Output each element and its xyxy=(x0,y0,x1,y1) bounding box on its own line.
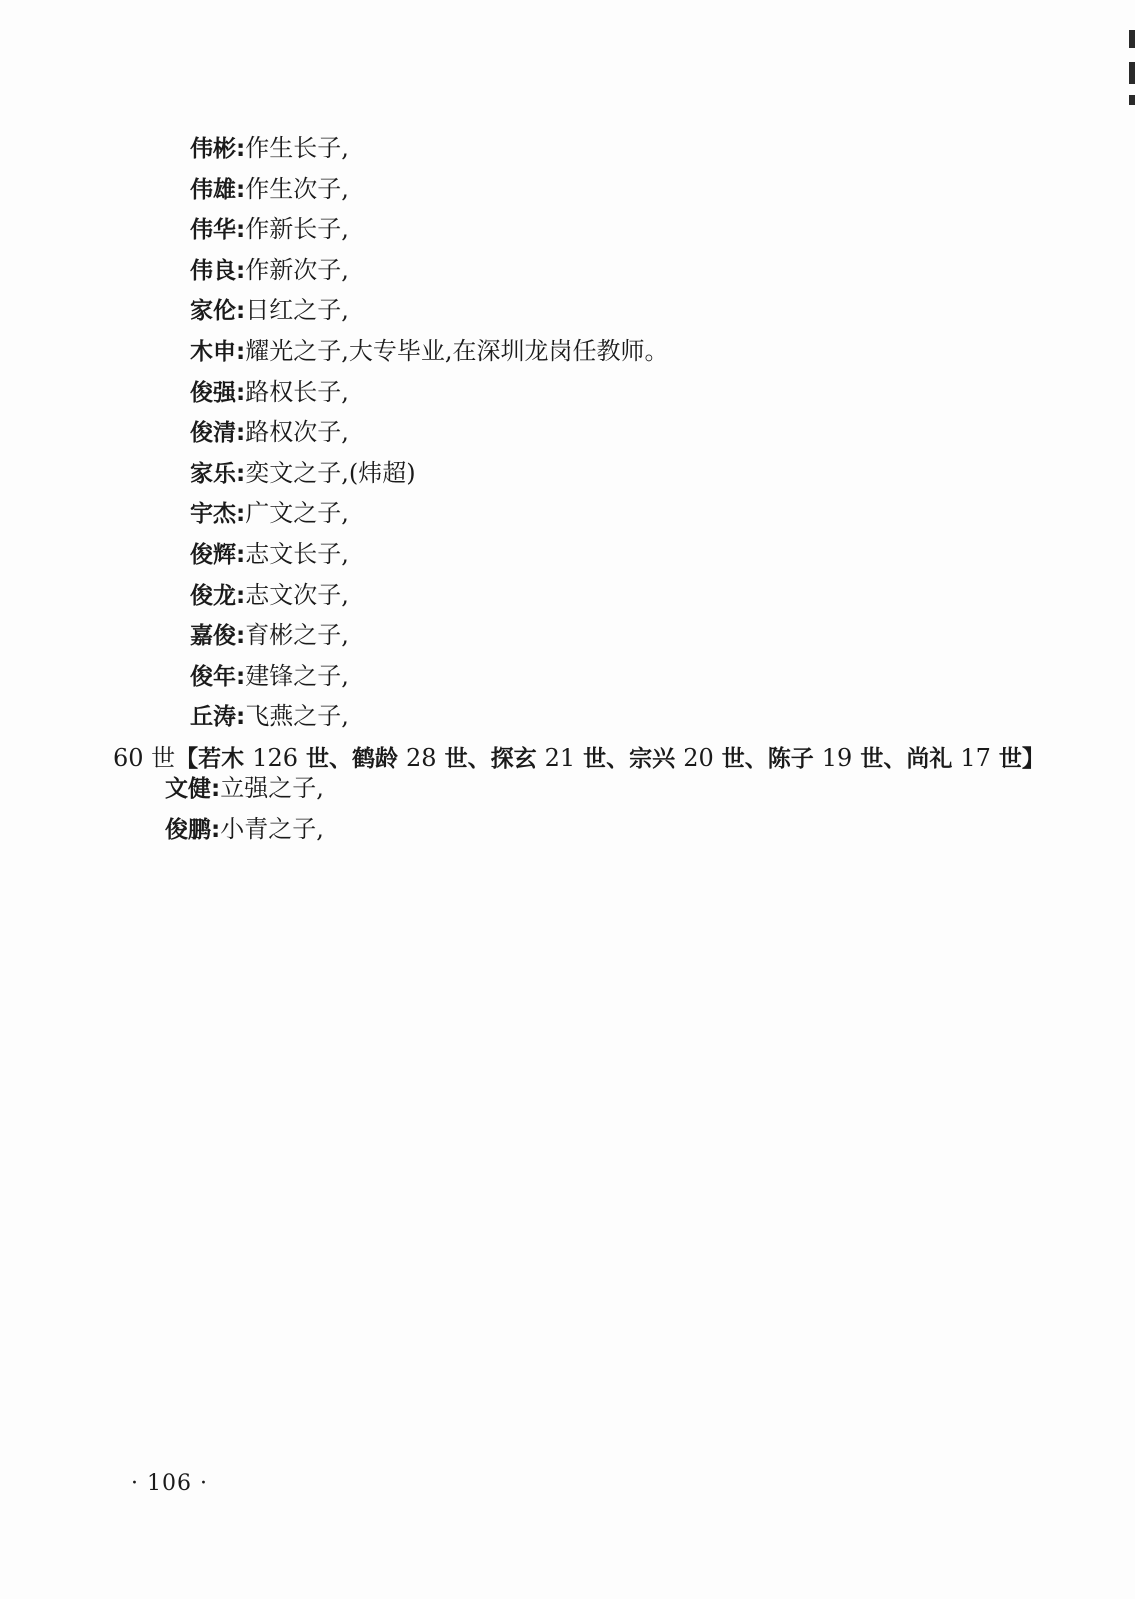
entry-separator: : xyxy=(236,379,246,406)
entry-name: 俊龙 xyxy=(190,582,236,609)
genealogy-entry xyxy=(190,250,668,291)
genealogy-entry-list xyxy=(190,128,668,737)
lineage-label: 鹤龄 xyxy=(352,746,399,772)
entry-description: 作生长子, xyxy=(245,134,349,162)
entry-separator: : xyxy=(236,298,246,325)
lineage-generation-count: 20 xyxy=(683,744,714,772)
entry-name: 俊辉 xyxy=(190,541,236,568)
lineage-generation-count: 17 xyxy=(960,744,991,772)
entry-name: 俊鹏 xyxy=(165,816,211,843)
lineage-unit: 世 xyxy=(998,746,1022,772)
entry-name: 嘉俊 xyxy=(190,623,236,650)
entry-name: 丘涛 xyxy=(190,704,236,731)
lineage-generation-count: 126 xyxy=(252,744,298,772)
genealogy-entry xyxy=(190,656,668,697)
scan-edge-mark xyxy=(1129,30,1135,48)
genealogy-entry xyxy=(190,575,668,616)
entry-description: 广文之子, xyxy=(245,499,349,528)
entry-description: 作生次子, xyxy=(245,174,349,203)
entry-description: 耀光之子,大专毕业,在深圳龙岗任教师。 xyxy=(245,336,669,365)
lineage-unit: 世、 xyxy=(444,746,491,772)
entry-description: 志文次子, xyxy=(245,580,349,609)
bracket-open: 【 xyxy=(175,746,199,772)
lineage-unit: 世、 xyxy=(583,746,630,772)
genealogy-entry xyxy=(190,615,668,656)
entry-separator: : xyxy=(236,420,246,447)
lineage-generation-count: 19 xyxy=(821,744,853,772)
genealogy-entry xyxy=(190,128,668,169)
entry-description: 日红之子, xyxy=(245,296,349,325)
entry-name: 俊清 xyxy=(190,420,236,447)
genealogy-entry xyxy=(190,169,668,210)
entry-separator: : xyxy=(236,582,246,609)
entry-separator: : xyxy=(236,541,246,568)
lineage-label: 尚礼 xyxy=(906,746,953,772)
genealogy-entry xyxy=(190,412,668,453)
genealogy-entry xyxy=(190,696,668,737)
genealogy-entry xyxy=(190,331,668,372)
entry-separator: : xyxy=(236,501,246,528)
entry-description: 作新长子, xyxy=(245,215,349,244)
entry-separator: : xyxy=(236,460,246,487)
entry-separator: : xyxy=(236,623,246,650)
lineage-label: 若木 xyxy=(198,746,245,772)
lineage-generation-count: 28 xyxy=(406,744,437,772)
lineage-label: 探玄 xyxy=(490,746,537,772)
entry-name: 文健 xyxy=(165,776,211,802)
entry-name: 宇杰 xyxy=(190,501,236,528)
entry-description: 建锋之子, xyxy=(245,661,349,690)
genealogy-entry xyxy=(190,534,668,575)
entry-name: 俊年 xyxy=(190,663,236,690)
entry-name: 俊强 xyxy=(190,379,236,406)
genealogy-entry xyxy=(190,453,668,494)
bracket-close: 】 xyxy=(1021,746,1045,772)
genealogy-entry xyxy=(165,809,324,850)
lineage-label: 宗兴 xyxy=(629,746,676,772)
lineage-unit: 世、 xyxy=(860,746,907,772)
entry-description: 志文长子, xyxy=(245,539,349,568)
entry-description: 奕文之子,(炜超) xyxy=(245,458,416,487)
genealogy-entry xyxy=(190,290,668,331)
entry-separator: : xyxy=(236,257,246,284)
scan-edge-mark xyxy=(1129,62,1135,84)
entry-description: 育彬之子, xyxy=(245,621,349,650)
entry-name: 家伦 xyxy=(190,298,236,325)
genealogy-entry xyxy=(165,768,324,809)
lineage-generation-count: 21 xyxy=(544,744,576,772)
entry-name: 木申 xyxy=(190,338,236,365)
entry-separator: : xyxy=(236,704,246,731)
entry-name: 伟彬 xyxy=(190,136,236,162)
genealogy-entry xyxy=(190,493,668,534)
entry-description: 路权长子, xyxy=(245,377,349,406)
entry-description: 小青之子, xyxy=(220,814,324,843)
entry-separator: : xyxy=(236,663,246,690)
entry-name: 伟雄 xyxy=(190,176,236,203)
entry-separator: : xyxy=(236,338,246,365)
entry-separator: : xyxy=(236,176,246,203)
entry-separator: : xyxy=(236,136,246,162)
entry-description: 路权次子, xyxy=(245,418,349,447)
entry-description: 立强之子, xyxy=(220,774,324,802)
entry-description: 作新次子, xyxy=(245,255,349,284)
lineage-label: 陈子 xyxy=(767,746,814,772)
entry-separator: : xyxy=(211,776,221,802)
lineage-unit: 世、 xyxy=(721,746,768,772)
genealogy-entry-list-gen60 xyxy=(165,768,324,849)
genealogy-entry xyxy=(190,209,668,250)
entry-separator: : xyxy=(211,816,221,843)
entry-name: 伟良 xyxy=(190,257,236,284)
scan-edge-mark xyxy=(1129,95,1135,105)
page-number: · 106 · xyxy=(131,1471,208,1496)
entry-separator: : xyxy=(236,217,246,244)
entry-description: 飞燕之子, xyxy=(245,702,349,731)
lineage-unit: 世、 xyxy=(306,746,353,772)
genealogy-entry xyxy=(190,372,668,413)
entry-name: 家乐 xyxy=(190,460,236,487)
generation-number: 60 世 xyxy=(113,744,176,772)
entry-name: 伟华 xyxy=(190,217,236,244)
